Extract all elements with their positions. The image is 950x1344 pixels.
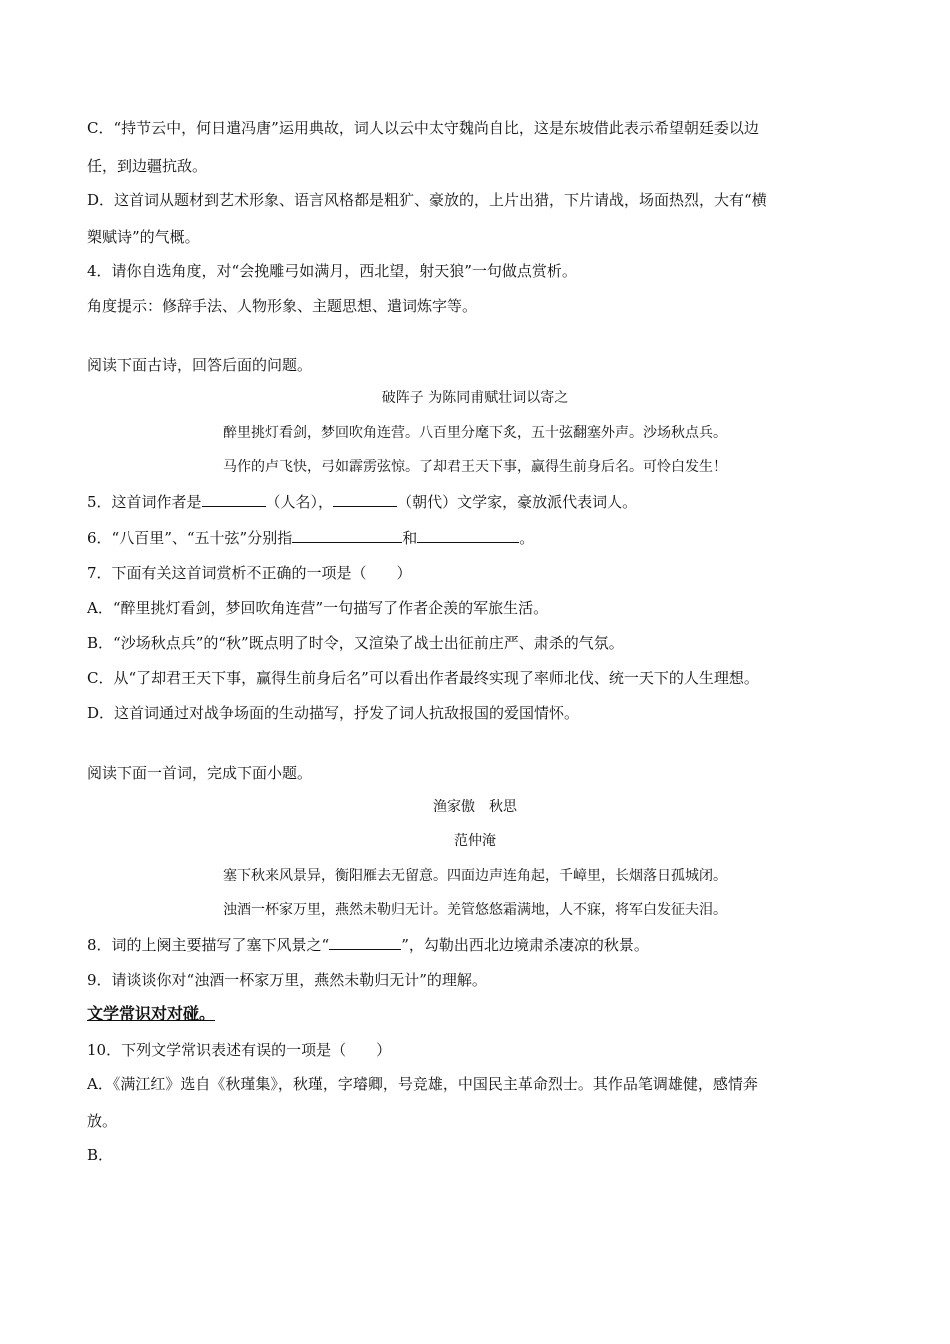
poem1-line1: 醉里挑灯看剑，梦回吹角连营。八百里分麾下炙，五十弦翻塞外声。沙场秋点兵。 [223,425,727,441]
poem2-line2: 浊酒一杯家万里，燕然未勒归无计。羌管悠悠霜满地，人不寐，将军白发征夫泪。 [223,902,727,918]
q8-blank[interactable] [329,935,401,950]
poem1-intro: 阅读下面古诗，回答后面的问题。 [87,356,313,374]
q3-option-d-line1: D．这首词从题材到艺术形象、语言风格都是粗犷、豪放的，上片出猎，下片请战，场面热烈，大有“横 [87,191,767,209]
question-7: 7．下面有关这首词赏析不正确的一项是（ ） [87,564,412,582]
poem1-line2: 马作的卢飞快，弓如霹雳弦惊。了却君王天下事，赢得生前身后名。可怜白发生！ [223,459,727,475]
question-6 [87,528,534,548]
question-10: 10．下列文学常识表述有误的一项是（ ） [87,1041,392,1059]
q10-option-b: B． [87,1146,114,1164]
poem2-title: 渔家傲 秋思 [433,799,517,815]
poem1-title: 破阵子 为陈同甫赋壮词以寄之 [381,390,569,406]
q10-option-a-line2: 放。 [87,1112,118,1130]
q6-text-1: 6．“八百里”、“五十弦”分别指 [87,529,293,547]
q5-text-2: （人名）， [265,493,334,511]
q10-option-a-line1: A．《满江红》选自《秋瑾集》，秋瑾，字璿卿，号竞雄，中国民主革命烈士。其作品笔调雄健，感情奔 [87,1075,758,1093]
q8-text-1: 8．词的上阕主要描写了塞下风景之“ [87,936,330,954]
question-4-hint: 角度提示：修辞手法、人物形象、主题思想、遣词炼字等。 [87,297,478,315]
q8-text-2: ”，勾勒出西北边境肃杀凄凉的秋景。 [401,936,649,954]
q6-blank-1[interactable] [292,528,402,543]
q5-blank-dynasty[interactable] [333,492,397,507]
q5-text-3: （朝代）文学家，豪放派代表词人。 [397,493,638,511]
poem2-author: 范仲淹 [454,833,496,849]
q5-blank-author[interactable] [202,492,266,507]
question-8 [87,935,649,955]
q3-option-c-line1: C．“持节云中，何日遣冯唐”运用典故，词人以云中太守魏尚自比，这是东坡借此表示希望朝廷委以边 [87,119,759,137]
question-4: 4．请你自选角度，对“会挽雕弓如满月，西北望，射天狼”一句做点赏析。 [87,262,577,280]
q6-blank-2[interactable] [417,528,519,543]
q3-option-c-line2: 任，到边疆抗敌。 [87,157,208,175]
q7-option-a: A．“醉里挑灯看剑，梦回吹角连营”一句描写了作者企羡的军旅生活。 [87,599,549,617]
section-title: 文学常识对对碰。 [87,1004,216,1023]
question-5 [87,492,637,512]
q7-option-c: C．从“了却君王天下事，赢得生前身后名”可以看出作者最终实现了率师北伐、统一天下的人生理想。 [87,669,759,687]
poem2-intro: 阅读下面一首词，完成下面小题。 [87,764,313,782]
q6-text-2: 和 [402,529,418,547]
q7-option-d: D．这首词通过对战争场面的生动描写，抒发了词人抗敌报国的爱国情怀。 [87,704,580,722]
q3-option-d-line2: 槊赋诗”的气概。 [87,228,200,246]
q7-option-b: B．“沙场秋点兵”的“秋”既点明了时令，又渲染了战士出征前庄严、肃杀的气氛。 [87,634,624,652]
poem2-line1: 塞下秋来风景异，衡阳雁去无留意。四面边声连角起，千嶂里，长烟落日孤城闭。 [223,868,727,884]
question-9: 9．请谈谈你对“浊酒一杯家万里，燕然未勒归无计”的理解。 [87,971,487,989]
q6-text-3: 。 [519,529,535,547]
q5-text-1: 5．这首词作者是 [87,493,202,511]
